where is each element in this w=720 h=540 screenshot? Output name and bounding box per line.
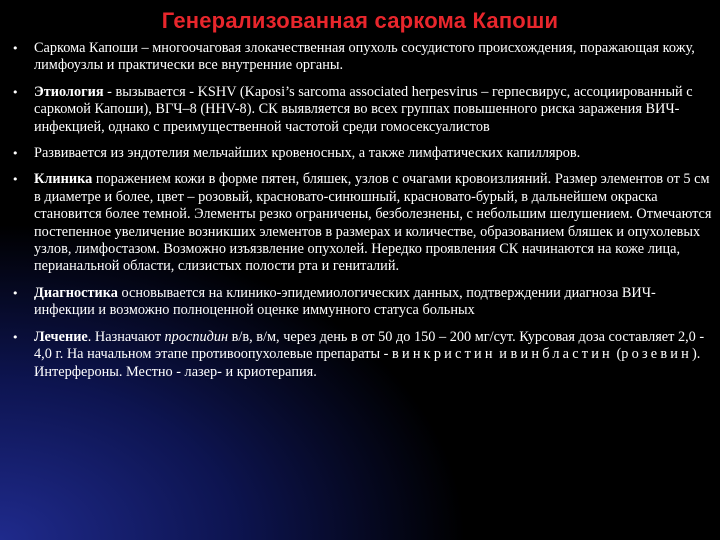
- drug-name: проспидин: [164, 328, 229, 345]
- bullet-icon: •: [12, 42, 19, 55]
- item-text: основывается на клинико-эпидемиологических данных, подтверждении диагноза ВИЧ-инфекции и возможно полноценной оценке иммунного статуса больных: [34, 284, 656, 319]
- list-item: [12, 171, 712, 275]
- drug-name: винкристин: [392, 346, 496, 363]
- item-text: в/в, в/м, через день в от 50 до 150 – 200 мг/сут. Курсовая доза составляет 2,0 - 4,0 г. На начальном этапе противоопухолевые препараты -: [34, 328, 705, 363]
- list-item: [12, 84, 712, 136]
- item-text: (: [612, 346, 622, 363]
- list-item: [12, 285, 712, 320]
- item-text: и: [495, 346, 511, 363]
- item-text: - вызывается - KSHV (Kaposi’s sarcoma associated herpesvirus – герпесвирус, ассоциированный с саркомой Капоши), ВГЧ–8 (HHV-8). СК выявляется во всех группах повышенного риска заражения ВИЧ-инфекцией, однако с преимущественной частотой среди гомосексуалистов: [34, 83, 693, 135]
- list-item: [12, 145, 712, 162]
- item-text: Развивается из эндотелия мельчайших кровеносных, а также лимфатических капилляров.: [34, 145, 581, 162]
- item-text: поражением кожи в форме пятен, бляшек, узлов с очагами кровоизлияний. Размер элементов от 5 см в диаметре и более, цвет – розовый, красновато-синюшный, красновато-бурый, в дальнейшем окраска становится более темной. Элементы резко ограничены, безболезнены, с небольшим шелушением. Отмечаются постепенное увеличение возникших элементов в размерах и количестве, образованием бляшек и опухолевых узлов, лимфостазом. Возможно изъязвление опухолей. Нередко проявления СК начинаются на коже лица, перианальной области, слизистых полости рта и гениталий.: [34, 171, 712, 275]
- bullet-list: [12, 40, 712, 390]
- item-text: Саркома Капоши – многоочаговая злокачественная опухоль сосудистого происхождения, поражающая кожу, лимфоузлы и практически все внутренние органы.: [34, 40, 695, 74]
- drug-name: винбластин: [510, 346, 613, 363]
- list-item: [12, 40, 712, 75]
- item-heading: Лечение: [34, 328, 88, 345]
- item-text: . Назначают: [87, 328, 165, 345]
- list-item: [12, 329, 712, 381]
- item-text: ). Интерфероны. Местно - лазер- и криотерапия.: [34, 346, 701, 380]
- item-heading: Диагностика: [34, 284, 118, 301]
- bullet-icon: •: [12, 286, 19, 300]
- bullet-icon: •: [12, 147, 19, 161]
- item-heading: Клиника: [34, 171, 93, 188]
- slide-title: Генерализованная саркома Капоши: [161, 8, 559, 33]
- bullet-icon: •: [12, 330, 19, 344]
- bullet-icon: •: [12, 173, 19, 187]
- item-heading: Этиология: [34, 83, 104, 100]
- drug-name: розевин: [621, 346, 692, 363]
- bullet-icon: •: [12, 85, 19, 99]
